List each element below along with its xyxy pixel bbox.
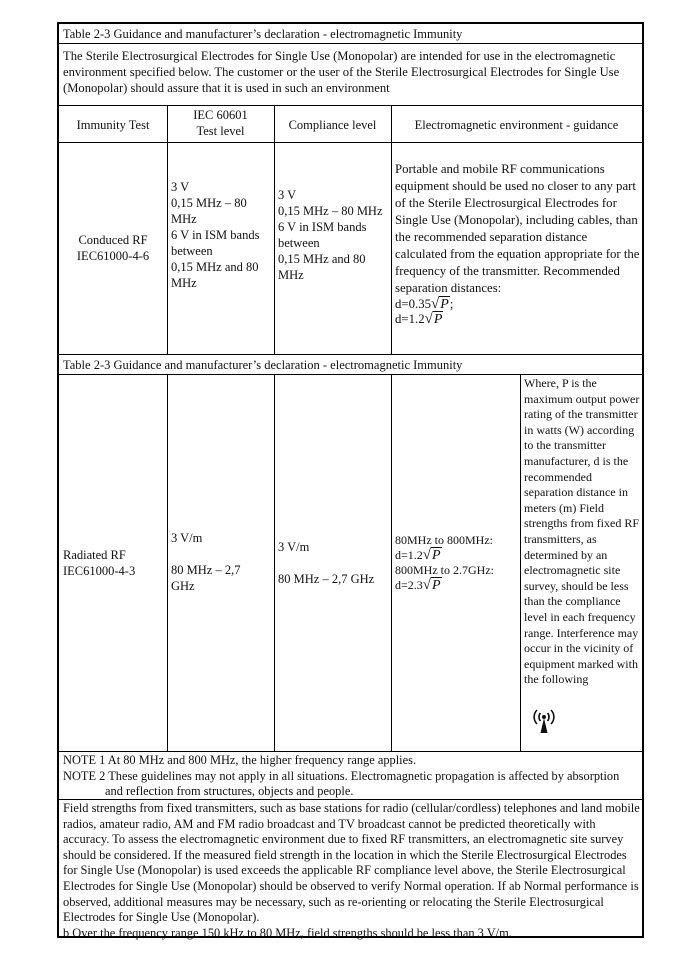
sqrt-p [431,297,450,312]
footer-cell [63,801,640,941]
radiated-compliance-line: 3 V/m [278,540,310,554]
formula-d12 [395,548,519,563]
conducted-level-cell [171,179,271,291]
radiated-test-line1: Radiated RF [63,548,126,562]
conducted-level-line: 6 V in ISM bands [171,228,260,242]
formula-d035 [395,297,641,312]
sqrt-symbol: √ [431,296,440,312]
header-test-level [167,107,274,139]
sqrt-arg: P [440,297,449,312]
conducted-guidance-text: Portable and mobile RF communications equipment should be used no closer to any part of the Sterile Electrosurgical Electrodes for Single Use (Monopolar), including cables, than the recommended separation distance calculated from the equation appropriate for the frequency of the transmitter. Recommended separation distances: [395,162,640,295]
header-test-level-line2: Test level [196,124,245,138]
intro-paragraph [63,48,638,96]
note-1: NOTE 1 At 80 MHz and 800 MHz, the higher frequency range applies. [63,753,417,767]
divider [274,105,275,354]
note-2: NOTE 2 These guidelines may not apply in all situations. Electromagnetic propagation is affected by absorption and reflection from structures, objects and people. [63,768,620,798]
non-ionizing-radiation-icon [531,706,557,736]
header-guidance [391,117,642,133]
radiated-test-line2: IEC61000-4-3 [63,564,136,578]
footer-b-note: b Over the frequency range 150 kHz to 80 MHz, field strengths should be less than 3 V/m. [63,925,512,940]
formula-prefix: d=1.2 [395,548,423,562]
divider [167,374,168,751]
table-title-text: Table 2-3 Guidance and manufacturer’s declaration - electromagnetic Immunity [63,27,463,41]
conducted-compliance-line: MHz [278,268,304,282]
sqrt-symbol: √ [424,311,433,327]
sqrt-arg: P [432,548,441,563]
conducted-guidance-cell [395,161,641,327]
conducted-level-line: 0,15 MHz and 80 [171,260,259,274]
conducted-compliance-line: between [278,236,320,250]
divider [59,142,642,143]
header-immunity-test [59,117,167,133]
notes-cell [63,753,640,800]
divider [391,105,392,354]
divider [59,105,642,106]
formula-prefix: d=0.35 [395,297,432,311]
divider [274,374,275,751]
divider [59,354,642,355]
radiated-level-line: 80 MHz – 2,7 [171,563,241,577]
table-title-repeat [63,357,638,373]
divider [59,374,642,375]
radiated-level-cell [171,530,271,594]
sqrt-symbol: √ [422,577,432,593]
emc-immunity-table [57,22,644,938]
header-compliance-label: Compliance level [288,118,377,132]
conducted-compliance-line: 6 V in ISM bands [278,220,367,234]
table-title [63,26,638,42]
radiated-test-cell [63,547,165,579]
divider [520,374,521,751]
divider [59,43,642,44]
radiated-compliance-cell [278,539,390,587]
sqrt-p [423,578,442,593]
conducted-compliance-line: 0,15 MHz – 80 MHz [278,204,383,218]
radiated-guidance-line: 800MHz to 2.7GHz: [395,563,494,577]
radiated-note-text: Where, P is the maximum output power rating of the transmitter in watts (W) according to the transmitter manufacturer, d is the recommended separation distance in meters (m) Field strengths from fixed RF transmitters, as determined by an electromagnetic site survey, should be less than the compliance level in each frequency range. Interference may occur in the vicinity of equipment marked with the following [524,376,640,687]
sqrt-arg: P [432,578,441,593]
radiated-compliance-line: 80 MHz – 2,7 GHz [278,572,375,586]
sqrt-p [425,312,444,327]
conducted-compliance-cell [278,187,390,283]
conducted-level-line: 0,15 MHz – 80 [171,196,247,210]
table-title-text: Table 2-3 Guidance and manufacturer’s declaration - electromagnetic Immunity [63,358,463,372]
divider [391,374,392,751]
divider [167,105,168,354]
radiated-level-line: GHz [171,579,195,593]
header-guidance-label: Electromagnetic environment - guidance [414,118,619,132]
conducted-compliance-line: 3 V [278,188,297,202]
formula-prefix: d=2.3 [395,578,423,592]
radiated-note-cell [524,376,640,751]
conducted-level-line: MHz [171,276,197,290]
formula-d23 [395,578,519,593]
radiated-guidance-line: 80MHz to 800MHz: [395,533,493,547]
conducted-level-line: 3 V [171,180,190,194]
intro-text: The Sterile Electrosurgical Electrodes for Single Use (Monopolar) are intended for use in the electromagnetic environment specified below. The customer or the user of the Sterile Electrosurgical Electrodes for Single Use (Monopolar) should assure that it is used in such an environment [63,49,620,95]
formula-prefix: d=1.2 [395,312,425,326]
radiated-level-line: 3 V/m [171,531,203,545]
header-compliance-level [274,117,391,133]
radiated-guidance-cell [395,533,519,593]
formula-d12 [395,312,641,327]
sqrt-symbol: √ [422,547,432,563]
conducted-test-cell [59,232,167,264]
sqrt-arg: P [433,312,443,327]
formula-suffix: ; [449,297,454,311]
header-test-level-line1: IEC 60601 [193,108,248,122]
conducted-test-line2: IEC61000-4-6 [76,249,150,263]
sqrt-p [423,548,442,563]
conducted-test-line1: Conduced RF [78,233,148,247]
header-immunity-test-label: Immunity Test [76,118,150,132]
conducted-level-line: MHz [171,212,197,226]
footer-paragraph: Field strengths from fixed transmitters, such as base stations for radio (cellular/cordless) telephones and land mobile radios, amateur radio, AM and FM radio broadcast and TV broadcast cannot be predicted theoretically with accuracy. To assess the electromagnetic environment due to fixed RF transmitters, an electromagnetic site survey should be considered. If the measured field strength in the location in which the Sterile Electrosurgical Electrodes for Single Use (Monopolar) is used exceeds the applicable RF compliance level above, the Sterile Electrosurgical Electrodes for Single Use (Monopolar) should be observed to verify Normal operation. If ab Normal performance is observed, additional measures may be necessary, such as re-orienting or relocating the Sterile Electrosurgical Electrodes for Single Use (Monopolar). [63,801,640,925]
conducted-compliance-line: 0,15 MHz and 80 [278,252,366,266]
divider [59,751,642,752]
conducted-level-line: between [171,244,213,258]
